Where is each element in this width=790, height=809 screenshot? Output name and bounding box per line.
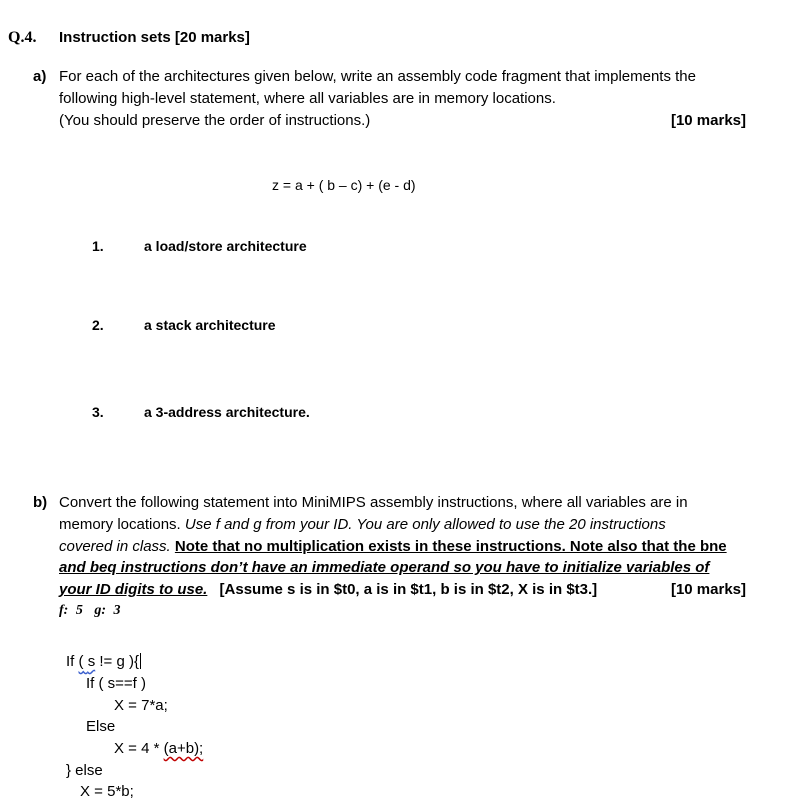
code-condition-s <box>79 653 96 670</box>
part-b-assumption: [Assume s is in $t0, a is in $t1, b is in $t2, X is in $t3.] <box>219 581 598 598</box>
part-a-line-1: For each of the architectures given below, write an assembly code fragment that implements the <box>59 68 696 85</box>
part-b-line-2-normal: memory locations. <box>59 516 181 533</box>
code-line-7: X = 5*b; <box>80 783 134 800</box>
item-2-text: a stack architecture <box>144 317 276 333</box>
item-3-number: 3. <box>92 404 104 420</box>
part-b-line-1: Convert the following statement into MiniMIPS assembly instructions, where all variables are in <box>59 494 688 511</box>
code-line-3: X = 7*a; <box>114 697 168 714</box>
part-b-label: b) <box>33 494 48 511</box>
part-a-statement: z = a + ( b – c) + (e - d) <box>272 177 416 193</box>
g-label: g: <box>94 603 106 618</box>
code-open-paren: ( <box>78 653 84 670</box>
part-b-line-3-italic: covered in class. <box>59 538 171 555</box>
item-1-number: 1. <box>92 238 104 254</box>
part-b-line-2-italic: Use f and g from your ID. You are only allowed to use the 20 instructions <box>184 516 666 533</box>
part-b-line-2 <box>59 516 666 533</box>
code-a-plus-b: (a+b); <box>163 740 204 757</box>
code-line-6: } else <box>66 762 103 779</box>
f-value: 5 <box>75 603 83 618</box>
code-x-assign: X = 4 * <box>114 740 160 757</box>
id-values <box>59 603 121 619</box>
code-line-2: If ( s==f ) <box>86 675 147 692</box>
part-b-line-3-bold: Note that no multiplication exists in these instructions. Note also that the bne <box>174 538 727 555</box>
code-s: s <box>87 653 96 670</box>
part-a-marks: [10 marks] <box>670 112 746 129</box>
part-b-line-3 <box>59 538 727 555</box>
question-number: Q.4. <box>8 29 37 46</box>
g-value: 3 <box>113 603 121 618</box>
code-line-1 <box>66 653 141 670</box>
code-line-5 <box>114 740 203 757</box>
part-b-marks: [10 marks] <box>670 581 746 598</box>
question-title: Instruction sets [20 marks] <box>59 29 250 46</box>
item-2-number: 2. <box>92 317 104 333</box>
item-1-text: a load/store architecture <box>144 238 307 254</box>
part-a-line-3: (You should preserve the order of instructions.) <box>59 112 371 129</box>
part-a-label: a) <box>33 68 47 85</box>
code-if: If <box>66 653 75 670</box>
f-label: f: <box>59 603 69 618</box>
item-3-text: a 3-address architecture. <box>144 404 310 420</box>
part-b-line-5 <box>59 581 597 598</box>
text-cursor <box>140 653 141 669</box>
code-condition-rest: != g ){ <box>99 653 139 670</box>
part-b-line-4: and beq instructions don’t have an immediate operand so you have to initialize variables of <box>59 559 710 576</box>
part-a-line-2: following high-level statement, where all variables are in memory locations. <box>59 90 556 107</box>
part-b-id-digits: your ID digits to use. <box>59 581 208 598</box>
code-line-4: Else <box>86 718 116 735</box>
